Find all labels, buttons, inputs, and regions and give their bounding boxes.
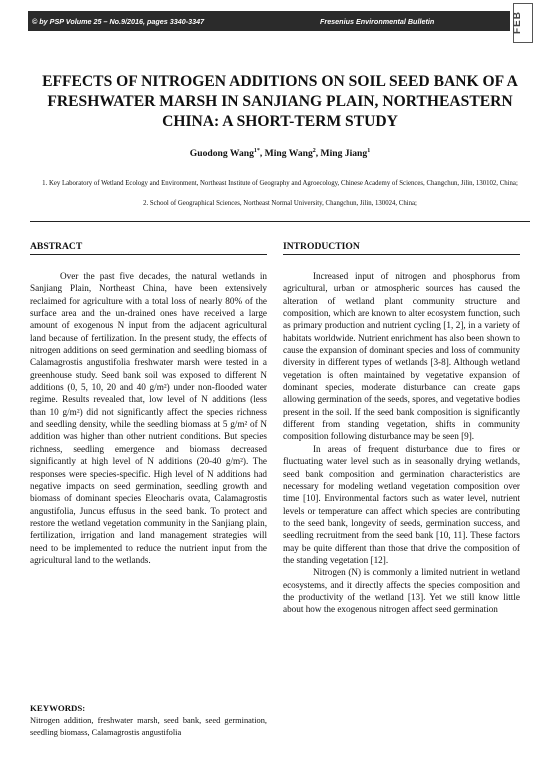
introduction-body	[283, 270, 520, 616]
intro-paragraph-1: Increased input of nitrogen and phosphorus from agricultural, urban or atmospheric sources has caused the alteration of wetland plant community structure and composition, which are known to alter ecosystem function, such as primary production and nutrient cycling [1, 2], in a variety of habitats worldwide. Nutrient enrichment has also been shown to cause the expansion of dominant species and loss of community diversity in different types of wetlands [3-8]. Although wetland vegetation is often maintained by vegetative expansion of dominant species, moderate disturbance can create gaps allowing germination of the seeds, spores, and vegetative bodies present in the soil. If the seed bank composition is significantly different from standing vegetation, shifts in community composition following disturbance may be seen [9].	[283, 271, 520, 442]
abstract-body	[30, 270, 267, 566]
journal-header-bar	[28, 11, 510, 31]
introduction-heading: INTRODUCTION	[283, 241, 520, 255]
author-line: Guodong Wang$^{1*}$, Ming Wang$^2$, Ming Jiang$^1$	[189, 148, 371, 160]
author-affil-mark: 1*	[253, 148, 260, 154]
abstract-text: Over the past five decades, the natural wetlands in Sanjiang Plain, Northeast China, have been extensively reclaimed for agriculture with a total loss of nearly 80% of the surface area and the un-drained ones have received a large amount of exogenous N input from the adjacent agricultural land because of fertilization. In the present study, the effects of nitrogen additions on seed germination and seedling biomass of Calamagrostis angustifolia freshwater marsh were tested in a greenhouse study. Seed bank soil was exposed to different N additions (0, 5, 10, 20 and 40 g/m²) under non-flooded water regime. Results revealed that, low level of N additions (less than 10 g/m²) did not significantly affect the species richness and seedling density, while the seedling biomass at 5 g/m² of N addition was higher than other nutrient conditions. But species richness, seedling emergence and biomass decreased significantly at high level of N additions (20-40 g/m²). The responses were species-specific. High level of N additions had negative impacts on seed germination, seedling growth and biomass of dominant species Eleocharis ovata, Calamagrostis angustifolia, Juncus effusus in the seed bank. To protect and restore the wetland vegetation community in the Sanjiang plain, fertilization, irrigation and land management strategies will need to be implemented to reduce the nutrient input from the agricultural land to the wetlands.	[30, 271, 267, 565]
affiliation-1: 1. Key Laboratory of Wetland Ecology and Environment, Northeast Institute of Geography and Agroecology, Chinese Academy of Sciences, Changchun, Jilin, 130102, China;	[42, 180, 518, 187]
author-name: Guodong Wang	[189, 148, 254, 160]
paper-title: EFFECTS OF NITROGEN ADDITIONS ON SOIL SEED BANK OF A FRESHWATER MARSH IN SANJIANG PLAIN, NORTHEASTERN CHINA: A SHORT-TERM STUDY	[42, 73, 518, 130]
keywords-text: Nitrogen addition, freshwater marsh, seed bank, seed germination, seedling biomass, Calamagrostis angustifolia	[30, 716, 267, 737]
author-affil-mark: 2	[312, 148, 316, 154]
author-affil-mark: 1	[367, 148, 371, 154]
author-name: Ming Jiang	[320, 148, 368, 160]
feb-logo-text: FEB	[512, 11, 523, 34]
affiliation-2: 2. School of Geographical Sciences, Northeast Normal University, Changchun, Jilin, 130024, China;	[143, 200, 417, 207]
abstract-heading: ABSTRACT	[30, 241, 267, 255]
intro-paragraph-3: Nitrogen (N) is commonly a limited nutrient in wetland ecosystems, and it directly affects the species composition and the productivity of the wetland [13]. Yet we still know little about how the exogenous nitrogen affect seed germination	[283, 567, 520, 615]
intro-paragraph-2: In areas of frequent disturbance due to fires or fluctuating water level such as in seasonally drying wetlands, seed bank composition and germination characteristics are necessary for modeling wetland vegetation composition over time [10]. Environmental factors such as water level, nutrient levels or temperature can affect which species are contributing to the seed bank, longevity of seeds, germination success, and seedling recruitment from the seed bank [10, 11]. These factors may be quite different than those that drive the composition of the standing vegetation [12].	[283, 443, 520, 565]
journal-volume-info: © by PSP Volume 25 – No.9/2016, pages 3340-3347	[32, 17, 205, 26]
journal-name: Fresenius Environmental Bulletin	[320, 17, 435, 26]
feb-logo	[513, 3, 533, 43]
author-name: Ming Wang	[264, 148, 313, 160]
header-divider	[30, 221, 530, 222]
keywords-heading: KEYWORDS:	[30, 703, 86, 713]
